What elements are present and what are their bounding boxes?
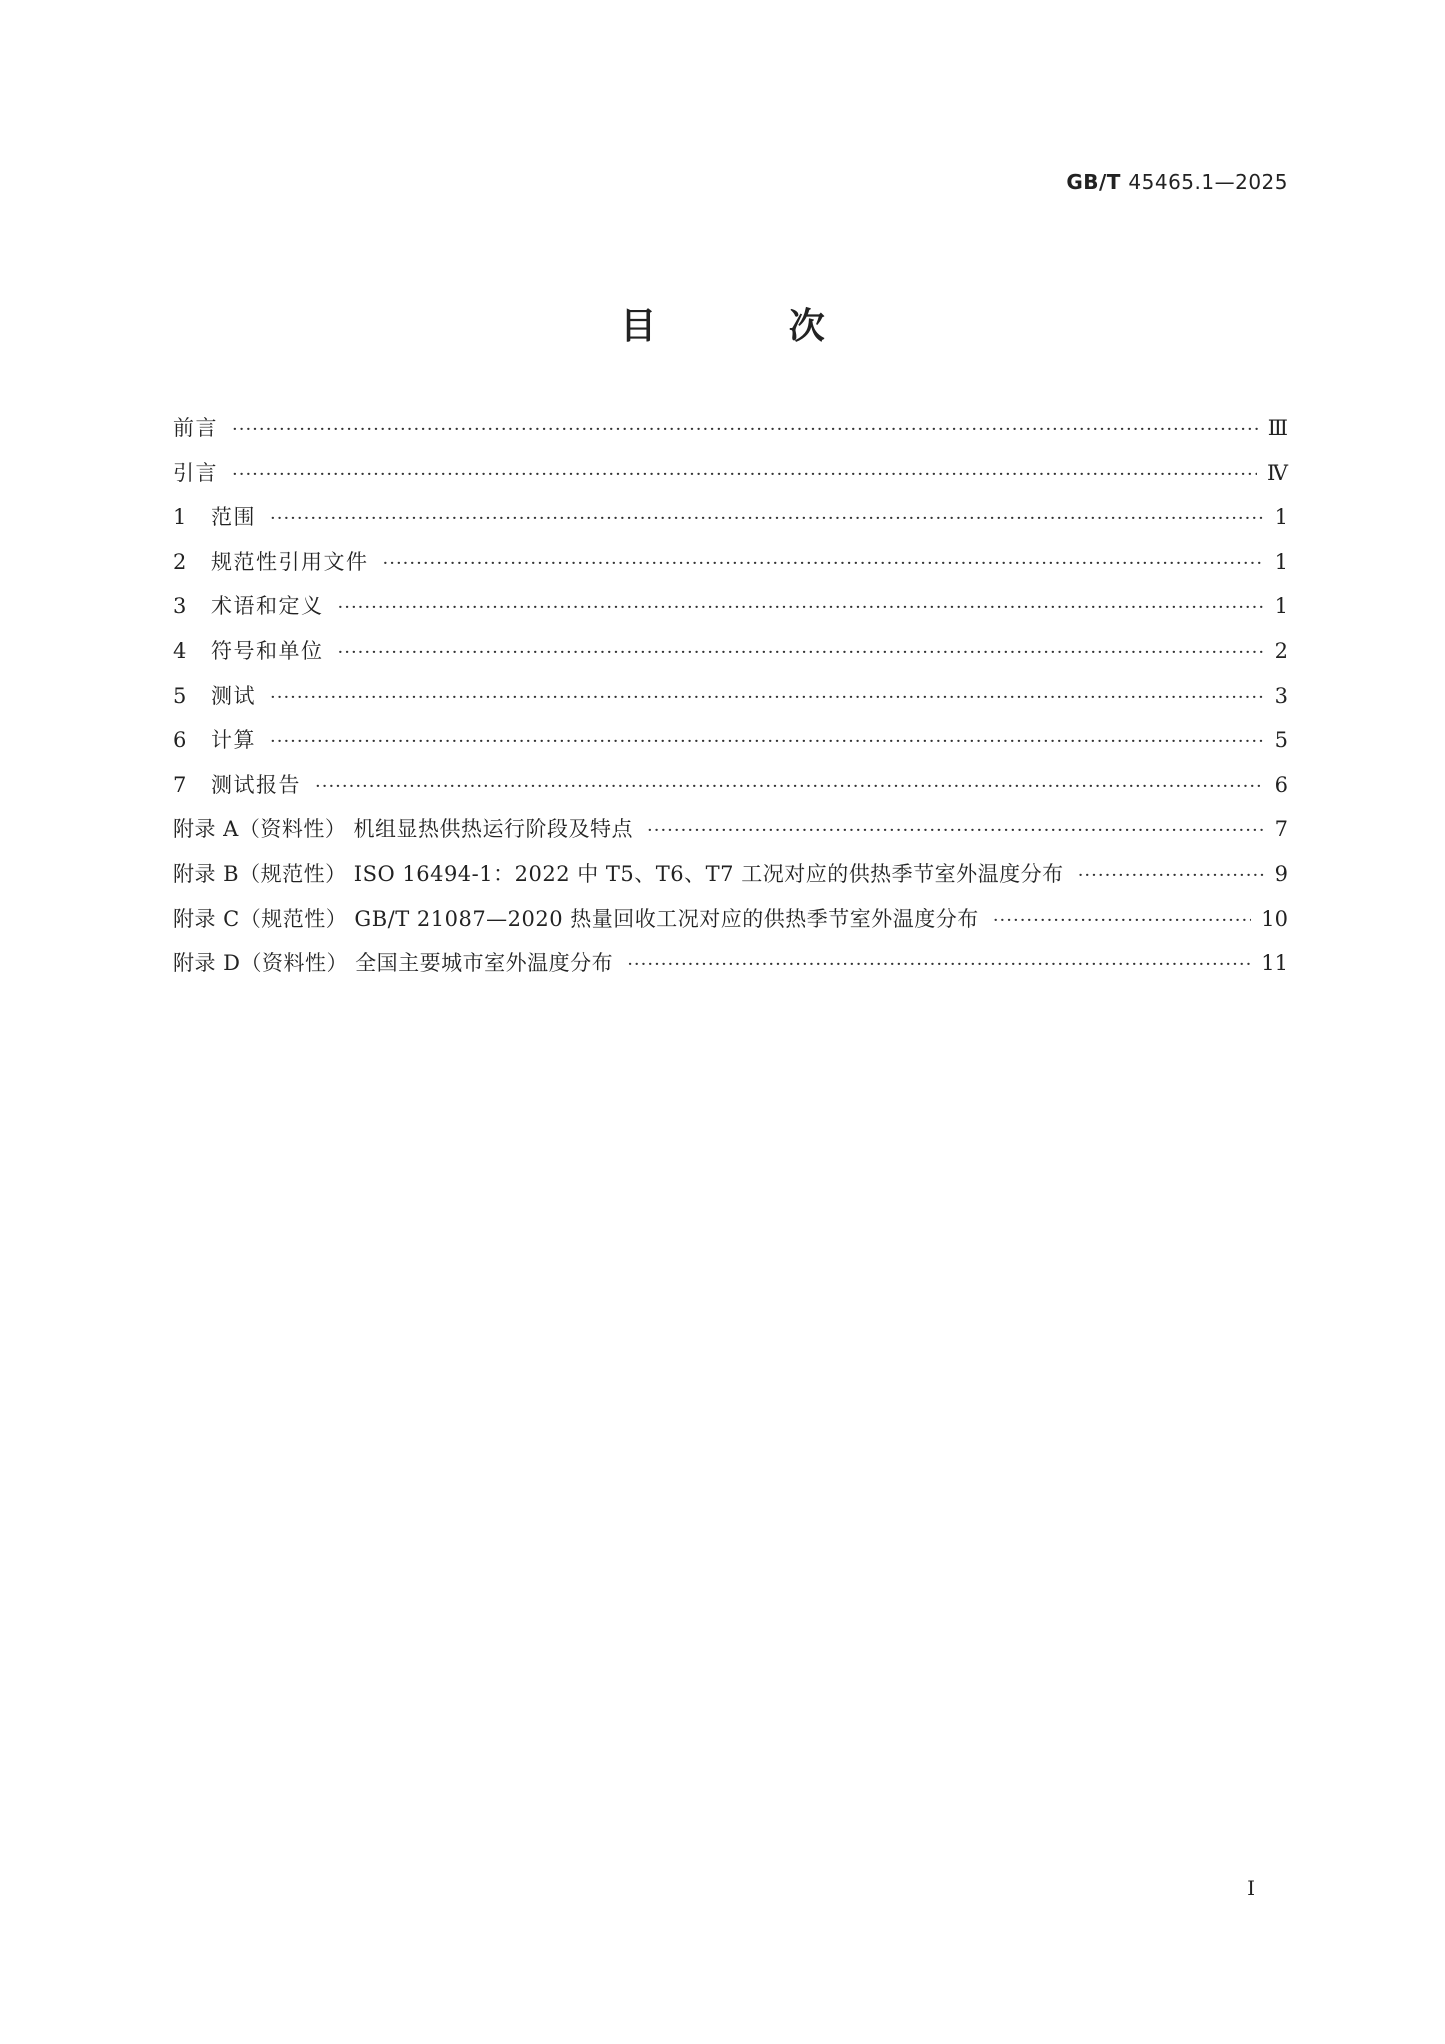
toc-entry-page: 2 [1274, 638, 1288, 663]
toc-entry-number: 5 [173, 683, 187, 708]
toc-entry-number: 6 [173, 728, 187, 753]
toc-entry-test-report[interactable] [173, 769, 1288, 814]
toc-entry-text: 附录 A（资料性） 机组显热供热运行阶段及特点 [173, 817, 634, 842]
toc-leader-dots [232, 419, 1258, 440]
toc-leader-dots [270, 731, 1264, 752]
toc-entry-number: 2 [173, 549, 187, 574]
toc-entry-appendix-d[interactable] [173, 947, 1288, 992]
toc-entry-text: 范围 [211, 505, 256, 530]
toc-leader-dots [1078, 865, 1264, 886]
toc-entry-page: Ⅳ [1267, 460, 1288, 485]
standard-code-number: 45465.1—2025 [1128, 170, 1288, 194]
toc-leader-dots [232, 464, 1257, 485]
toc-entry-number: 3 [173, 594, 187, 619]
toc-leader-dots [383, 553, 1265, 574]
toc-entry-page: 6 [1274, 772, 1288, 797]
toc-entry-number: 1 [173, 505, 187, 530]
toc-entry-page: 1 [1274, 594, 1288, 619]
toc-entry-foreword[interactable] [173, 412, 1288, 457]
toc-leader-dots [647, 820, 1264, 841]
toc-leader-dots [993, 910, 1251, 931]
toc-entry-text: 测试 [211, 683, 256, 708]
toc-entry-text: 规范性引用文件 [211, 549, 369, 574]
toc-entry-page: Ⅲ [1267, 416, 1288, 440]
toc-entry-page: 10 [1261, 906, 1288, 931]
toc-entry-text: 计算 [211, 728, 256, 753]
toc-entry-symbols-units[interactable] [173, 635, 1288, 680]
toc-entry-number: 7 [173, 772, 187, 797]
toc-entry-introduction[interactable] [173, 457, 1288, 502]
toc-entry-calculation[interactable] [173, 724, 1288, 769]
toc-leader-dots [270, 687, 1264, 708]
standard-code-prefix: GB/T [1066, 170, 1121, 194]
page-number: Ⅰ [1247, 1876, 1255, 1900]
toc-entry-text: 术语和定义 [211, 594, 324, 619]
toc-entry-text: 附录 D（资料性） 全国主要城市室外温度分布 [173, 951, 614, 976]
toc-entry-page: 3 [1274, 683, 1288, 708]
toc-entry-normative-references[interactable] [173, 546, 1288, 591]
standard-code [1066, 170, 1288, 194]
toc-entry-text: 测试报告 [211, 772, 301, 797]
toc-entry-testing[interactable] [173, 680, 1288, 725]
toc-entry-scope[interactable] [173, 501, 1288, 546]
toc-entry-text: 引言 [173, 460, 218, 485]
toc-entry-page: 1 [1274, 549, 1288, 574]
toc-entry-page: 7 [1274, 817, 1288, 842]
toc-entry-page: 1 [1274, 505, 1288, 530]
toc-leader-dots [270, 508, 1264, 529]
page-title: 目 次 [620, 306, 885, 347]
toc-entry-page: 9 [1274, 861, 1288, 886]
toc-entry-appendix-c[interactable] [173, 903, 1288, 948]
toc-entry-appendix-a[interactable] [173, 813, 1288, 858]
toc-entry-text: 附录 B（规范性） ISO 16494-1：2022 中 T5、T6、T7 工况对应的供热季节室外温度分布 [173, 861, 1064, 886]
toc-entry-appendix-b[interactable] [173, 858, 1288, 903]
table-of-contents [173, 412, 1288, 992]
toc-entry-text: 前言 [173, 416, 218, 440]
toc-leader-dots [315, 776, 1264, 797]
toc-leader-dots [338, 597, 1265, 618]
toc-entry-number: 4 [173, 638, 187, 663]
toc-entry-text: 符号和单位 [211, 638, 324, 663]
toc-entry-page: 5 [1274, 728, 1288, 753]
toc-entry-text: 附录 C（规范性） GB/T 21087—2020 热量回收工况对应的供热季节室外温度分布 [173, 906, 979, 931]
toc-entry-terms-definitions[interactable] [173, 590, 1288, 635]
toc-leader-dots [338, 642, 1265, 663]
toc-entry-page: 11 [1261, 951, 1288, 976]
toc-leader-dots [627, 954, 1251, 975]
